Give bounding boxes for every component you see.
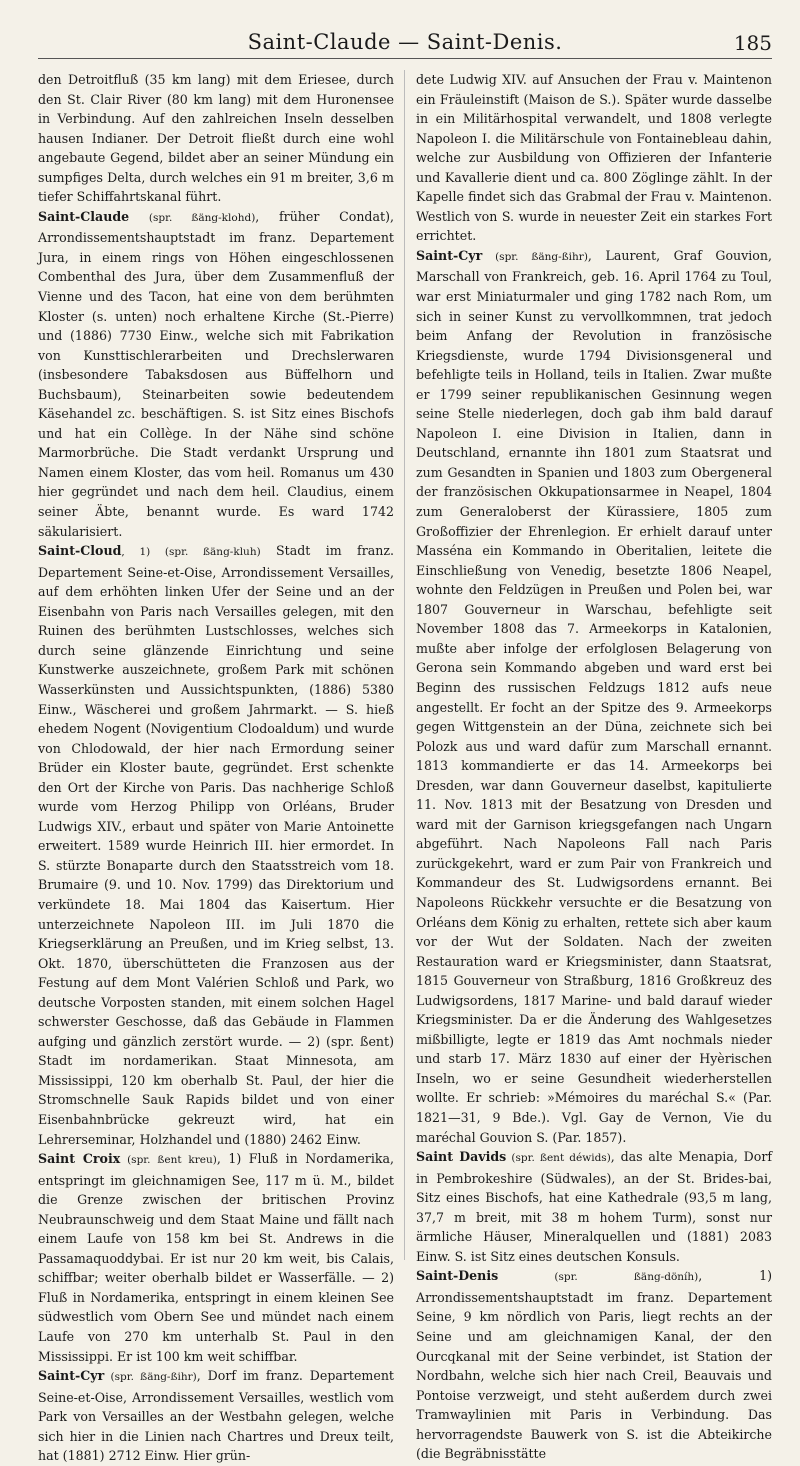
entry-headword: Saint-Cyr xyxy=(416,247,483,263)
entry-saint-cyr-place xyxy=(38,1366,394,1466)
entry-text: den Detroitfluß (35 km lang) mit dem Eriesee, durch den St. Clair River (80 km lang) mit dem Huronensee in Verbindung. Auf den zahlreichen Inseln desselben hausen Indianer. Der Detroit fließt durch eine wohl angebaute Gegend, bildet aber an seiner Mündung ein sumpfiges Delta, durch welches ein 91 m breiter, 3,6 m tiefer Schiffahrtskanal führt. xyxy=(38,72,394,205)
entry-headword: Saint-Claude xyxy=(38,208,130,224)
entry-pronunciation: (spr. ßent déwids) xyxy=(506,1152,611,1165)
entry-text: , 1) Arrondissementshauptstadt im franz. Departement Seine, 9 km nördlich von Paris, liegt rechts an der Seine und am gleichnamigen Kanal, der den Ourcqkanal mit der Seine verbindet, ist Station der Nordbahn, welche sich hier nach Creil, Beauvais und Pontoise verzweigt, und steht außerdem durch zwei Tramwaylinien mit Paris in Verbindung. Das hervorragendste Bauwerk von S. ist die Abteikirche (die Begräbnisstätte xyxy=(416,1268,772,1462)
page-header xyxy=(38,28,772,59)
entry-saint-croix xyxy=(38,1149,394,1366)
entry-headword: Saint Davids xyxy=(416,1149,507,1165)
entry-pronunciation: (spr. ßäng-klohd) xyxy=(148,211,256,224)
entry-text: dete Ludwig XIV. auf Ansuchen der Frau v. Maintenon ein Fräuleinstift (Maison de S.). Später wurde dasselbe in ein Militärhospital verwandelt, und 1808 verlegte Napoleon I. die Militärschule von Fontainebleau dahin, welche zur Ausbildung von Offizieren der Infanterie und Kavallerie dient und ca. 800 Zöglinge zählt. In der Kapelle findet sich das Grabmal der Frau v. Maintenon. Westlich von S. wurde in neuester Zeit ein starkes Fort errichtet. xyxy=(416,72,772,244)
entry-detroit-continuation xyxy=(38,70,394,207)
entry-saint-claude xyxy=(38,207,394,541)
entry-saint-cloud xyxy=(38,541,394,1149)
entry-pronunciation: (spr. ßent kreu) xyxy=(120,1154,217,1167)
entry-pronunciation: , 1) (spr. ßäng-kluh) xyxy=(121,546,261,559)
entry-headword: Saint-Denis xyxy=(416,1268,499,1284)
entry-text: , früher Condat), Arrondissementshauptstadt im franz. Departement Jura, in einem rings von Höhen eingeschlossenen Combenthal des Jura, über dem Zusammenfluß der Vienne und des Tacon, hat eine von dem berühmten Kloster (s. unten) noch erhaltene Kirche (St.-Pierre) und (1886) 7730 Einw., welche sich mit Fabrikation von Kunsttischlerarbeiten und Drechslerwaren (insbesondere Tabaksdosen aus Büffelhorn und Buchsbaum), Steinarbeiten sowie bedeutendem Käsehandel zc. beschäftigen. S. ist Sitz eines Bischofs und hat ein Collège. In der Nähe sind schöne Marmorbrüche. Die Stadt verdankt Ursprung und Namen einem Kloster, das vom heil. Romanus um 430 hier gegründet und nach dem heil. Claudius, einem seiner Äbte, benannt wurde. Es ward 1742 säkularisiert. xyxy=(38,208,394,539)
entry-text: , das alte Menapia, Dorf in Pembrokeshire (Südwales), an der St. Brides-bai, Sitz eines Bischofs, hat eine Kathedrale (93,5 m lang, 37,7 m breit, mit 38 m hohem Turm), sonst nur ärmliche Häuser, Mineralquellen und (1881) 2083 Einw. S. ist Sitz eines deutschen Konsuls. xyxy=(416,1149,773,1264)
entry-headword: Saint-Cyr xyxy=(38,1368,105,1384)
text-columns xyxy=(38,70,773,1464)
running-title: Saint-Claude — Saint-Denis. xyxy=(247,30,563,54)
entry-saint-cyr-continuation xyxy=(416,70,772,246)
entry-saint-davids xyxy=(416,1147,772,1266)
entry-headword: Saint-Cloud xyxy=(38,543,122,559)
entry-headword: Saint Croix xyxy=(38,1151,121,1167)
entry-text: , Laurent, Graf Gouvion, Marschall von Frankreich, geb. 16. April 1764 zu Toul, war erst Miniaturmaler und ging 1782 nach Rom, um sich in seiner Kunst zu vervollkommnen, trat jedoch beim Anfang der Revolution in französische Kriegsdienste, wurde 1794 Divisionsgeneral und befehligte teils in Holland, teils in Italien. Zwar mußte er 1799 seiner republikanischen Gesinnung wegen seine Stelle niederlegen, doch gab ihm bald darauf Napoleon I. eine Division in Italien, dann in Deutschland, ernannte ihn 1801 zum Staatsrat und zum Gesandten in Spanien und 1803 zum Obergeneral der französischen Okkupationsarmee in Neapel, 1804 zum Generaloberst der Kürassiere, 1805 zum Großoffizier der Ehrenlegion. Er erhielt darauf unter Masséna ein Kommando in Oberitalien, leitete die Einschließung von Venedig, besetzte 1806 Neapel, wohnte den Feldzügen in Preußen und Polen bei, war 1807 Gouverneur in Warschau, befehligte seit November 1808 das 7. Armeekorps in Katalonien, mußte aber infolge der erfolglosen Belagerung von Gerona sein Kommando abgeben und ward erst bei Beginn des russischen Feldzugs 1812 aufs neue angestellt. Er focht an der Spitze des 9. Armeekorps gegen Wittgenstein an der Düna, zeichnete sich bei Polozk aus und ward dafür zum Marschall ernannt. 1813 kommandierte er das 14. Armeekorps bei Dresden, war dann Gouverneur daselbst, kapitulierte 11. Nov. 1813 mit der Besatzung von Dresden und ward mit der Garnison kriegsgefangen nach Ungarn abgeführt. Nach Napoleons Fall nach Paris zurückgekehrt, ward er zum Pair von Frankreich und Kommandeur des St. Ludwigsordens ernannt. Bei Napoleons Rückkehr versuchte er die Besatzung von Orléans dem König zu erhalten, rettete sich aber kaum vor der Wut der Soldaten. Nach der zweiten Restauration ward er Kriegsminister, dann Staatsrat, 1815 Gouverneur von Straßburg, 1816 Großkreuz des Ludwigsordens, 1817 Marine- und bald darauf wieder Kriegsminister. Da er die Änderung des Wahlgesetzes mißbilligte, legte er 1819 das Amt nochmals nieder und starb 17. März 1830 auf einer der Hyèrischen Inseln, wo er seine Gesundheit wiederherstellen wollte. Er schrieb: »Mémoires du maréchal S.« (Par. 1821—31, 9 Bde.). Vgl. Gay de Vernon, Vie du maréchal Gouvion S. (Par. 1857). xyxy=(416,247,772,1145)
entry-text: , Dorf im franz. Departement Seine-et-Oise, Arrondissement Versailles, westlich vom Park von Versailles an der Westbahn gelegen, welche sich hier in die Linien nach Chartres und Dreux teilt, hat (1881) 2712 Einw. Hier grün- xyxy=(38,1368,394,1464)
entry-saint-cyr-person xyxy=(416,246,772,1147)
column-divider xyxy=(404,70,405,1260)
entry-pronunciation: (spr. ßäng-ßihr) xyxy=(482,250,588,263)
entry-text: , 1) Fluß in Nordamerika, entspringt im gleichnamigen See, 117 m ü. M., bildet die Grenze zwischen der britischen Provinz Neubraunschweig und dem Staat Maine und fällt nach einem Laufe von 158 km bei St. Andrews in die Passamaquoddybai. Er ist nur 20 km weit, bis Calais, schiffbar; weiter oberhalb bildet er Wasserfälle. — 2) Fluß in Nordamerika, entspringt in einem kleinen See südwestlich vom Obern See und mündet nach einem Laufe von 270 km unterhalb St. Paul in den Mississippi. Er ist 100 km weit schiffbar. xyxy=(38,1151,394,1364)
entry-text: Stadt im franz. Departement Seine-et-Oise, Arrondissement Versailles, auf dem erhöhten linken Ufer der Seine und an der Eisenbahn von Paris nach Versailles gelegen, mit den Ruinen des berühmten Lustschlosses, welches sich durch seine glänzende Einrichtung und seine Kunstwerke auszeichnete, großem Park mit schönen Wasserkünsten und Aussichtspunkten, (1886) 5380 Einw., Wäscherei und großem Jahrmarkt. — S. hieß ehedem Nogent (Novigentium Clodoaldum) und wurde von Chlodowald, der hier nach Ermordung seiner Brüder ein Kloster baute, gegründet. Erst schenkte den Ort der Kirche von Paris. Das nachherige Schloß wurde vom Herzog Philipp von Orléans, Bruder Ludwigs XIV., erbaut und später von Marie Antoinette erweitert. 1589 wurde Heinrich III. hier ermordet. In S. stürzte Bonaparte durch den Staatsstreich vom 18. Brumaire (9. und 10. Nov. 1799) das Direktorium und verkündete 18. Mai 1804 das Kaisertum. Hier unterzeichnete Napoleon III. im Juli 1870 die Kriegserklärung an Preußen, und im Krieg selbst, 13. Okt. 1870, überschütteten die Franzosen aus der Festung auf dem Mont Valérien Schloß und Park, wo deutsche Vorposten standen, mit einem solchen Hagel schwerster Geschosse, daß das Gebäude in Flammen aufging und gänzlich zerstört wurde. — 2) (spr. ßent) Stadt im nordamerikan. Staat Minnesota, am Mississippi, 120 km oberhalb St. Paul, der hier die Stromschnelle Sauk Rapids bildet und von einer Eisenbahnbrücke gekreuzt wird, hat ein Lehrerseminar, Holzhandel und (1880) 2462 Einw. xyxy=(38,543,394,1147)
entry-saint-denis xyxy=(416,1266,772,1463)
entry-pronunciation: (spr. ßäng-ßihr) xyxy=(104,1371,197,1384)
right-column xyxy=(416,70,773,1462)
left-column xyxy=(38,70,394,1464)
page-number: 185 xyxy=(733,31,772,55)
entry-pronunciation: (spr. ßäng-döníh) xyxy=(498,1271,699,1284)
